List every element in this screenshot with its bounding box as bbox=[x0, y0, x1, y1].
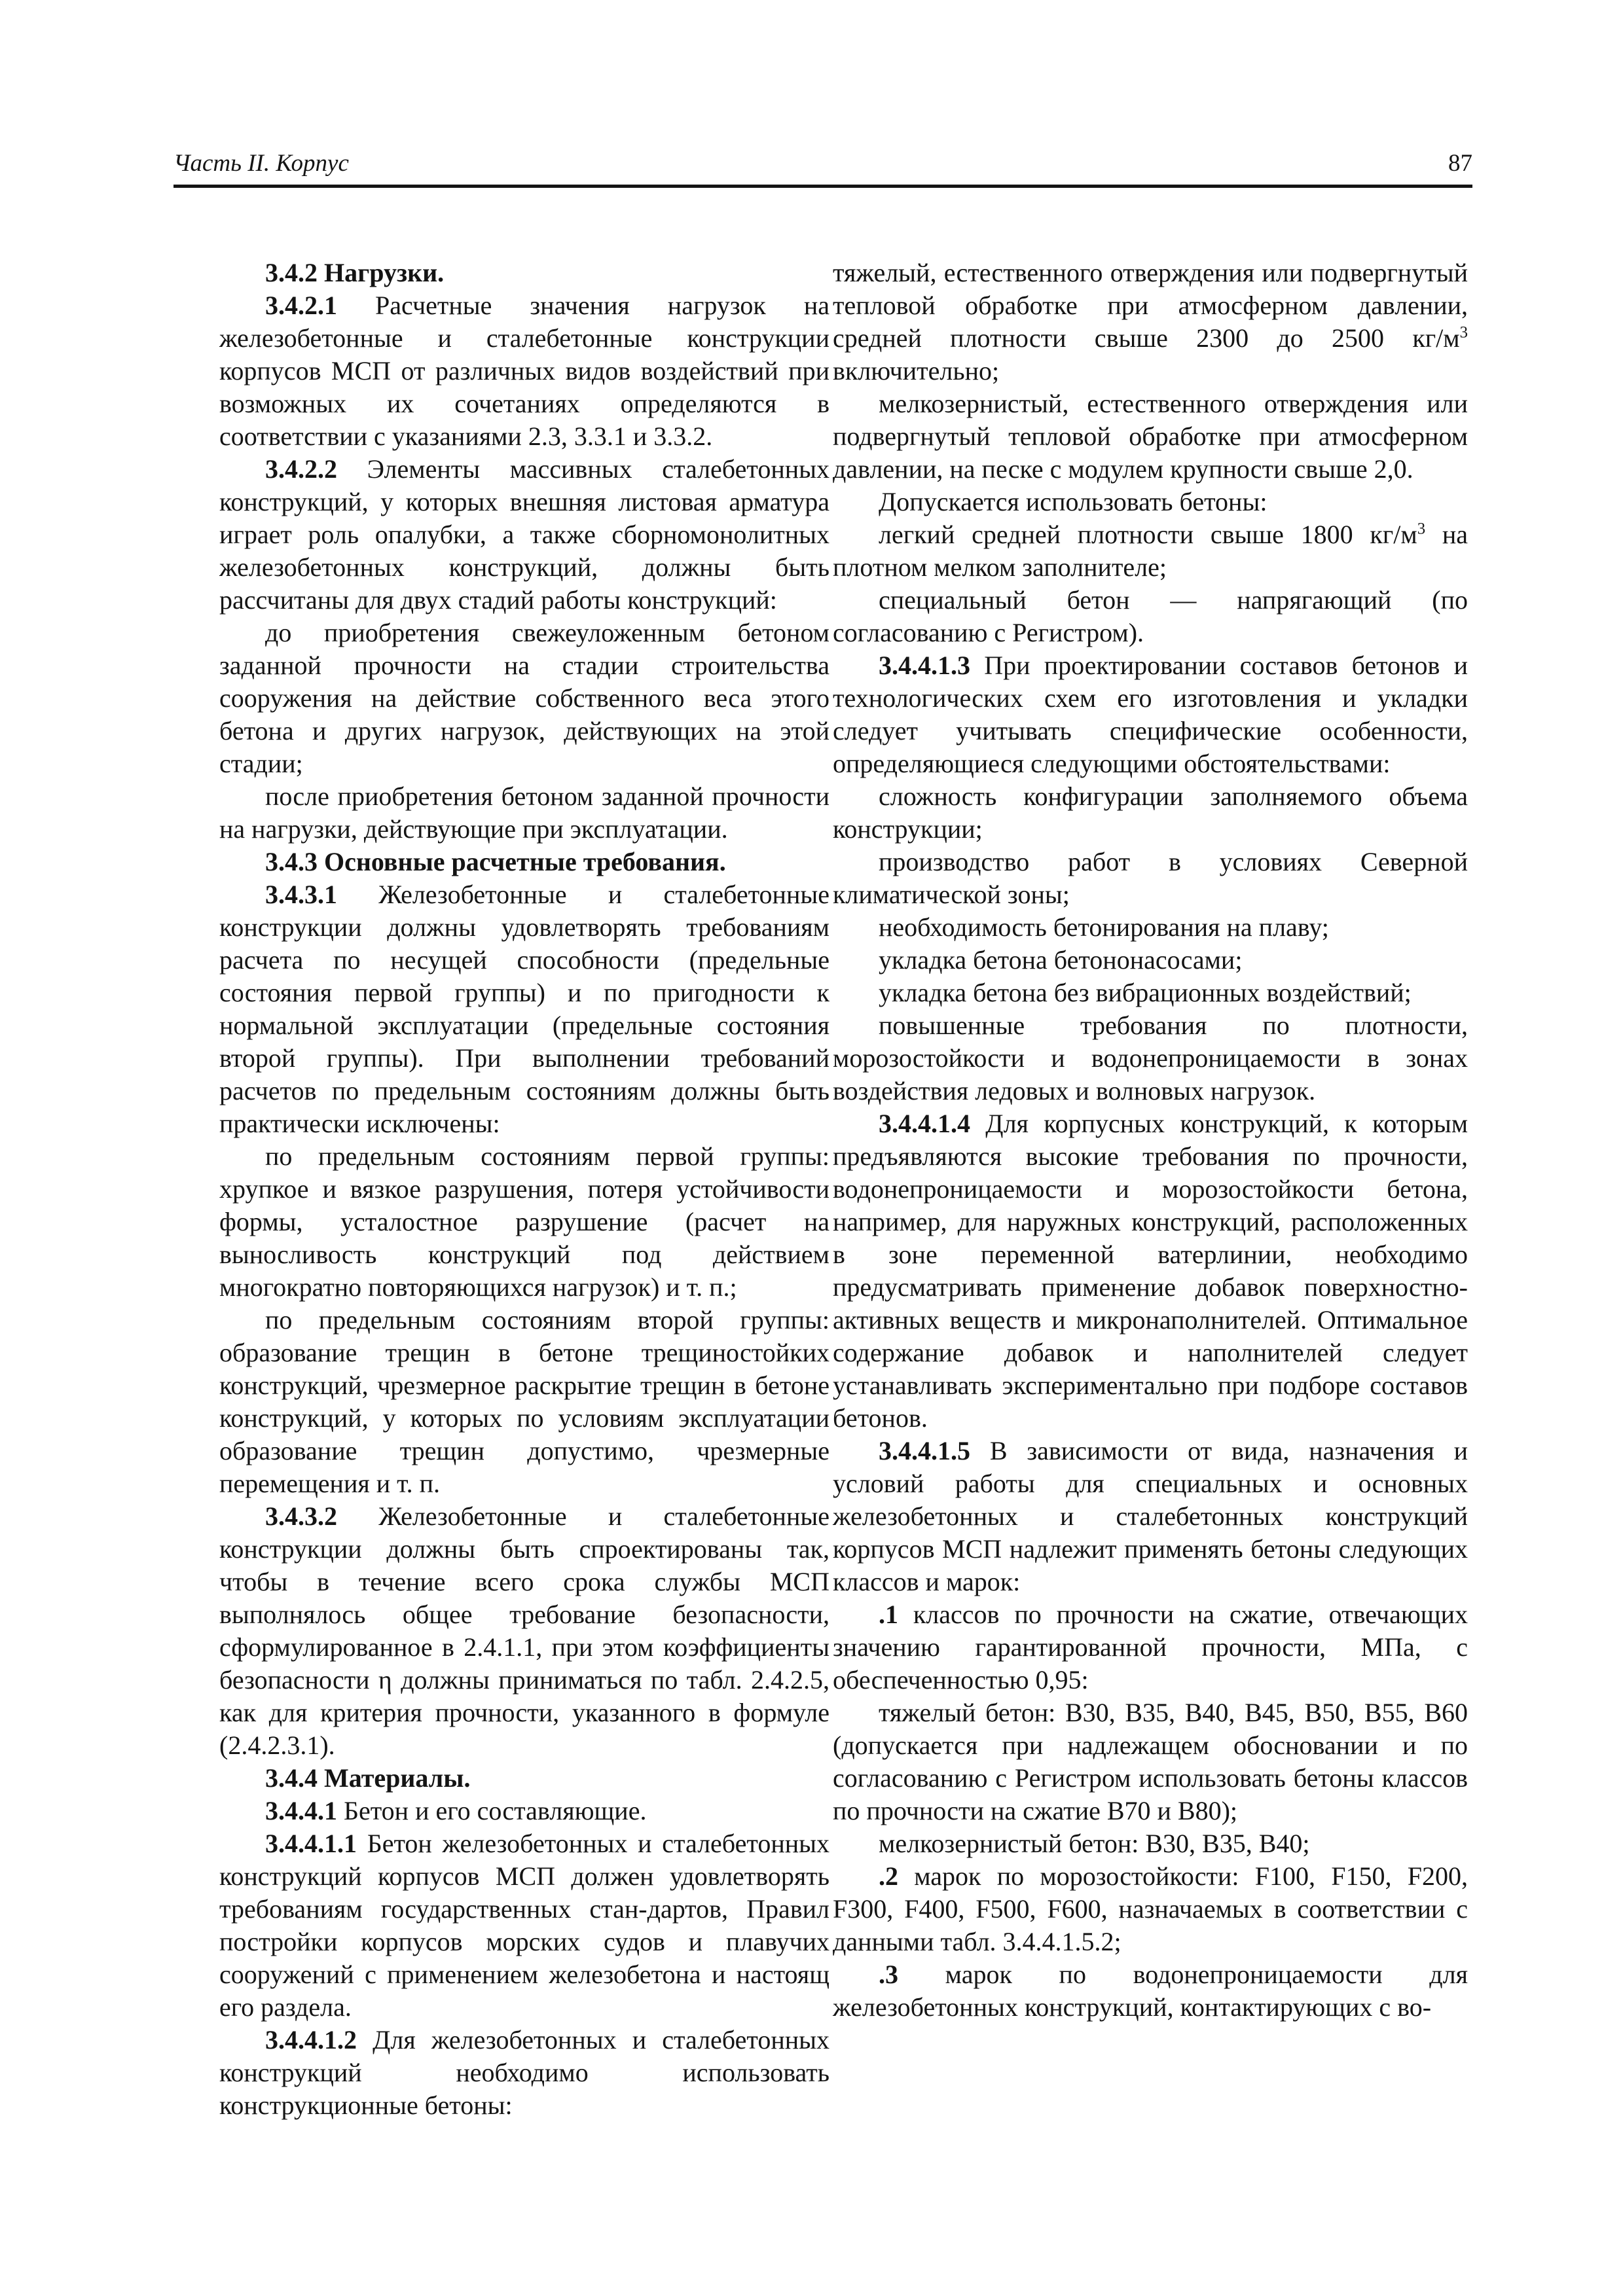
paragraph-text: Расчетные значения нагрузок на железобетонные и сталебетонные конструкции корпусов МСП от различных видов воздействий при возможных их сочетаниях определяются в соответствии с указаниями 2.3, 3.3.1 и 3.3.2. bbox=[219, 291, 830, 451]
paragraph-text: производство работ в условиях Северной климатической зоны; bbox=[833, 847, 1468, 909]
clause-number: 3.4.4.1.1 bbox=[265, 1829, 357, 1858]
paragraph bbox=[833, 584, 1468, 649]
paragraph-text: до приобретения свежеуложенным бетоном заданной прочности на стадии строительства сооружения на действие собственного веса этого бетона и других нагрузок, действующих на этой стадии; bbox=[219, 618, 830, 778]
page-number: 87 bbox=[1448, 150, 1472, 177]
paragraph-text: Бетон железобетонных и сталебетонных конструкций корпусов МСП должен удовлетворять требованиям государственных стан-дартов, Правил постройки корпусов морских судов и плавучих сооружений с применением железобетона и настоящ его раздела. bbox=[219, 1829, 830, 2022]
clause-number: 3.4.3 bbox=[265, 847, 318, 876]
paragraph-text: тяжелый, естественного отверждения или подвергнутый тепловой обработке при атмосферном давлении, средней плотности свыше 2300 до 2500 кг/м bbox=[833, 258, 1468, 353]
paragraph bbox=[219, 1304, 830, 1500]
paragraph bbox=[833, 257, 1468, 387]
paragraph bbox=[833, 1435, 1468, 1598]
paragraph-text: Элементы массивных сталебетонных конструкций, у которых внешняя листовая арматура играет роль опалубки, а также сборномонолитных железобетонных конструкций, должны быть рассчитаны для двух стадий работы конструкций: bbox=[219, 454, 830, 615]
paragraph bbox=[219, 1827, 830, 2024]
clause-number: 3.4.3.1 bbox=[265, 880, 337, 909]
clause-number: .2 bbox=[879, 1861, 898, 1891]
paragraph bbox=[219, 617, 830, 780]
paragraph bbox=[219, 878, 830, 1140]
paragraph bbox=[833, 1009, 1468, 1107]
paragraph-text-tail: включительно; bbox=[833, 356, 1000, 386]
paragraph-text: При проектировании составов бетонов и технологических схем его изготовления и укладки следует учитывать специфические особенности, определяющиеся следующими обстоятельствами: bbox=[833, 651, 1468, 778]
clause-number: 3.4.2.2 bbox=[265, 454, 337, 484]
clause-number: 3.4.2 bbox=[265, 258, 318, 287]
paragraph bbox=[833, 486, 1468, 518]
clause-number: .3 bbox=[879, 1960, 898, 1989]
paragraph bbox=[833, 944, 1468, 977]
paragraph-text: специальный бетон — напрягающий (по согласованию с Регистром). bbox=[833, 585, 1468, 647]
paragraph-text: по предельным состояниям второй группы: образование трещин в бетоне трещиностойких конструкций, чрезмерное раскрытие трещин в бетоне конструкций, у которых по условиям эксплуатации образование трещин допустимо, чрезмерные перемещения и т. п. bbox=[219, 1305, 830, 1498]
clause-number: 3.4.4.1.5 bbox=[879, 1436, 970, 1465]
paragraph-text: марок по водонепроницаемости для железобетонных конструкций, контактирующих с во- bbox=[833, 1960, 1468, 2022]
paragraph-text: сложность конфигурации заполняемого объема конструкции; bbox=[833, 781, 1468, 844]
running-header bbox=[173, 145, 1472, 188]
paragraph bbox=[833, 780, 1468, 846]
paragraph-text: повышенные требования по плотности, морозостойкости и водонепроницаемости в зонах воздействия ледовых и волновых нагрузок. bbox=[833, 1011, 1468, 1105]
paragraph bbox=[833, 846, 1468, 911]
paragraph-text: мелкозернистый, естественного отверждения или подвергнутый тепловой обработке при атмосферном давлении, на песке с модулем крупности свыше 2,0. bbox=[833, 389, 1468, 484]
paragraph bbox=[833, 1860, 1468, 1958]
paragraph-text: Для корпусных конструкций, к которым предъявляются высокие требования по прочности, водонепроницаемости и морозостойкости бетона, например, для наружных конструкций, расположенных в зоне переменной ватерлинии, необходимо предусматривать применение добавок поверхностно-активных веществ и микронаполнителей. Оптимальное содержание добавок и наполнителей следует устанавливать экспериментально при подборе составов бетонов. bbox=[833, 1109, 1468, 1433]
paragraph-text: легкий средней плотности свыше 1800 кг/м bbox=[879, 520, 1417, 549]
paragraph-text: укладка бетона бетононасосами; bbox=[879, 945, 1243, 975]
paragraph bbox=[833, 1598, 1468, 1696]
paragraph bbox=[219, 780, 830, 846]
clause-number: 3.4.3.2 bbox=[265, 1501, 337, 1531]
paragraph-text: Допускается использовать бетоны: bbox=[879, 487, 1267, 516]
paragraph bbox=[833, 977, 1468, 1009]
superscript: 3 bbox=[1417, 520, 1426, 538]
paragraph-text: по предельным состояниям первой группы: хрупкое и вязкое разрушения, потеря устойчивости формы, усталостное разрушение (расчет на выносливость конструкций под действием многократно повторяющихся нагрузок) и т. п.; bbox=[219, 1141, 830, 1302]
paragraph bbox=[833, 911, 1468, 944]
paragraph bbox=[219, 846, 830, 878]
running-header-title: Часть II. Корпус bbox=[173, 150, 349, 177]
right-text-column bbox=[833, 257, 1468, 2024]
paragraph-text: укладка бетона без вибрационных воздействий; bbox=[879, 978, 1412, 1007]
paragraph bbox=[833, 1696, 1468, 1827]
section-heading: Материалы. bbox=[324, 1763, 471, 1793]
paragraph-text: Бетон и его составляющие. bbox=[344, 1796, 647, 1825]
paragraph bbox=[219, 1762, 830, 1795]
paragraph-text: мелкозернистый бетон: B30, B35, B40; bbox=[879, 1829, 1310, 1858]
paragraph bbox=[219, 2024, 830, 2122]
paragraph-text: после приобретения бетоном заданной прочности на нагрузки, действующие при эксплуатации. bbox=[219, 781, 830, 844]
paragraph-text: марок по морозостойкости: F100, F150, F200, F300, F400, F500, F600, назначаемых в соответствии с данными табл. 3.4.4.1.5.2; bbox=[833, 1861, 1468, 1956]
clause-number: 3.4.4.1 bbox=[265, 1796, 337, 1825]
paragraph bbox=[219, 453, 830, 617]
clause-number: .1 bbox=[879, 1600, 898, 1629]
paragraph-text: Железобетонные и сталебетонные конструкции должны удовлетворять требованиям расчета по несущей способности (предельные состояния первой группы) и по пригодности к нормальной эксплуатации (предельные состояния второй группы). При выполнении требований расчетов по предельным состояниям должны быть практически исключены: bbox=[219, 880, 830, 1138]
clause-number: 3.4.2.1 bbox=[265, 291, 337, 320]
clause-number: 3.4.4.1.4 bbox=[879, 1109, 970, 1138]
paragraph bbox=[833, 1827, 1468, 1860]
paragraph-text: классов по прочности на сжатие, отвечающих значению гарантированной прочности, МПа, с обеспеченностью 0,95: bbox=[833, 1600, 1468, 1695]
superscript: 3 bbox=[1459, 323, 1468, 342]
paragraph-text: В зависимости от вида, назначения и условий работы для специальных и основных железобетонных и сталебетонных конструкций корпусов МСП надлежит применять бетоны следующих классов и марок: bbox=[833, 1436, 1468, 1596]
paragraph bbox=[833, 1107, 1468, 1435]
paragraph-text: тяжелый бетон: B30, B35, B40, B45, B50, B55, B60 (допускается при надлежащем обосновании и по согласованию с Регистром использовать бетоны классов по прочности на сжатие B70 и B80); bbox=[833, 1698, 1468, 1825]
paragraph bbox=[219, 257, 830, 289]
paragraph-text: Для железобетонных и сталебетонных конструкций необходимо использовать конструкционные бетоны: bbox=[219, 2025, 830, 2120]
section-heading: Нагрузки. bbox=[324, 258, 445, 287]
paragraph bbox=[833, 649, 1468, 780]
clause-number: 3.4.4.1.2 bbox=[265, 2025, 357, 2054]
section-heading: Основные расчетные требования. bbox=[324, 847, 726, 876]
paragraph-text: необходимость бетонирования на плаву; bbox=[879, 912, 1329, 942]
paragraph bbox=[219, 1500, 830, 1762]
paragraph bbox=[833, 518, 1468, 584]
clause-number: 3.4.4 bbox=[265, 1763, 318, 1793]
clause-number: 3.4.4.1.3 bbox=[879, 651, 970, 680]
left-text-column bbox=[219, 257, 830, 2122]
paragraph bbox=[833, 387, 1468, 486]
paragraph-text-tail: на плотном мелком заполнителе; bbox=[833, 520, 1468, 582]
paragraph bbox=[219, 1140, 830, 1304]
paragraph bbox=[219, 1795, 830, 1827]
paragraph bbox=[219, 289, 830, 453]
paragraph bbox=[833, 1958, 1468, 2024]
paragraph-text: Железобетонные и сталебетонные конструкции должны быть спроектированы так, чтобы в течение всего срока службы МСП выполнялось общее требование безопасности, сформулированное в 2.4.1.1, при этом коэффициенты безопасности η должны приниматься по табл. 2.4.2.5, как для критерия прочности, указанного в формуле (2.4.2.3.1). bbox=[219, 1501, 830, 1760]
